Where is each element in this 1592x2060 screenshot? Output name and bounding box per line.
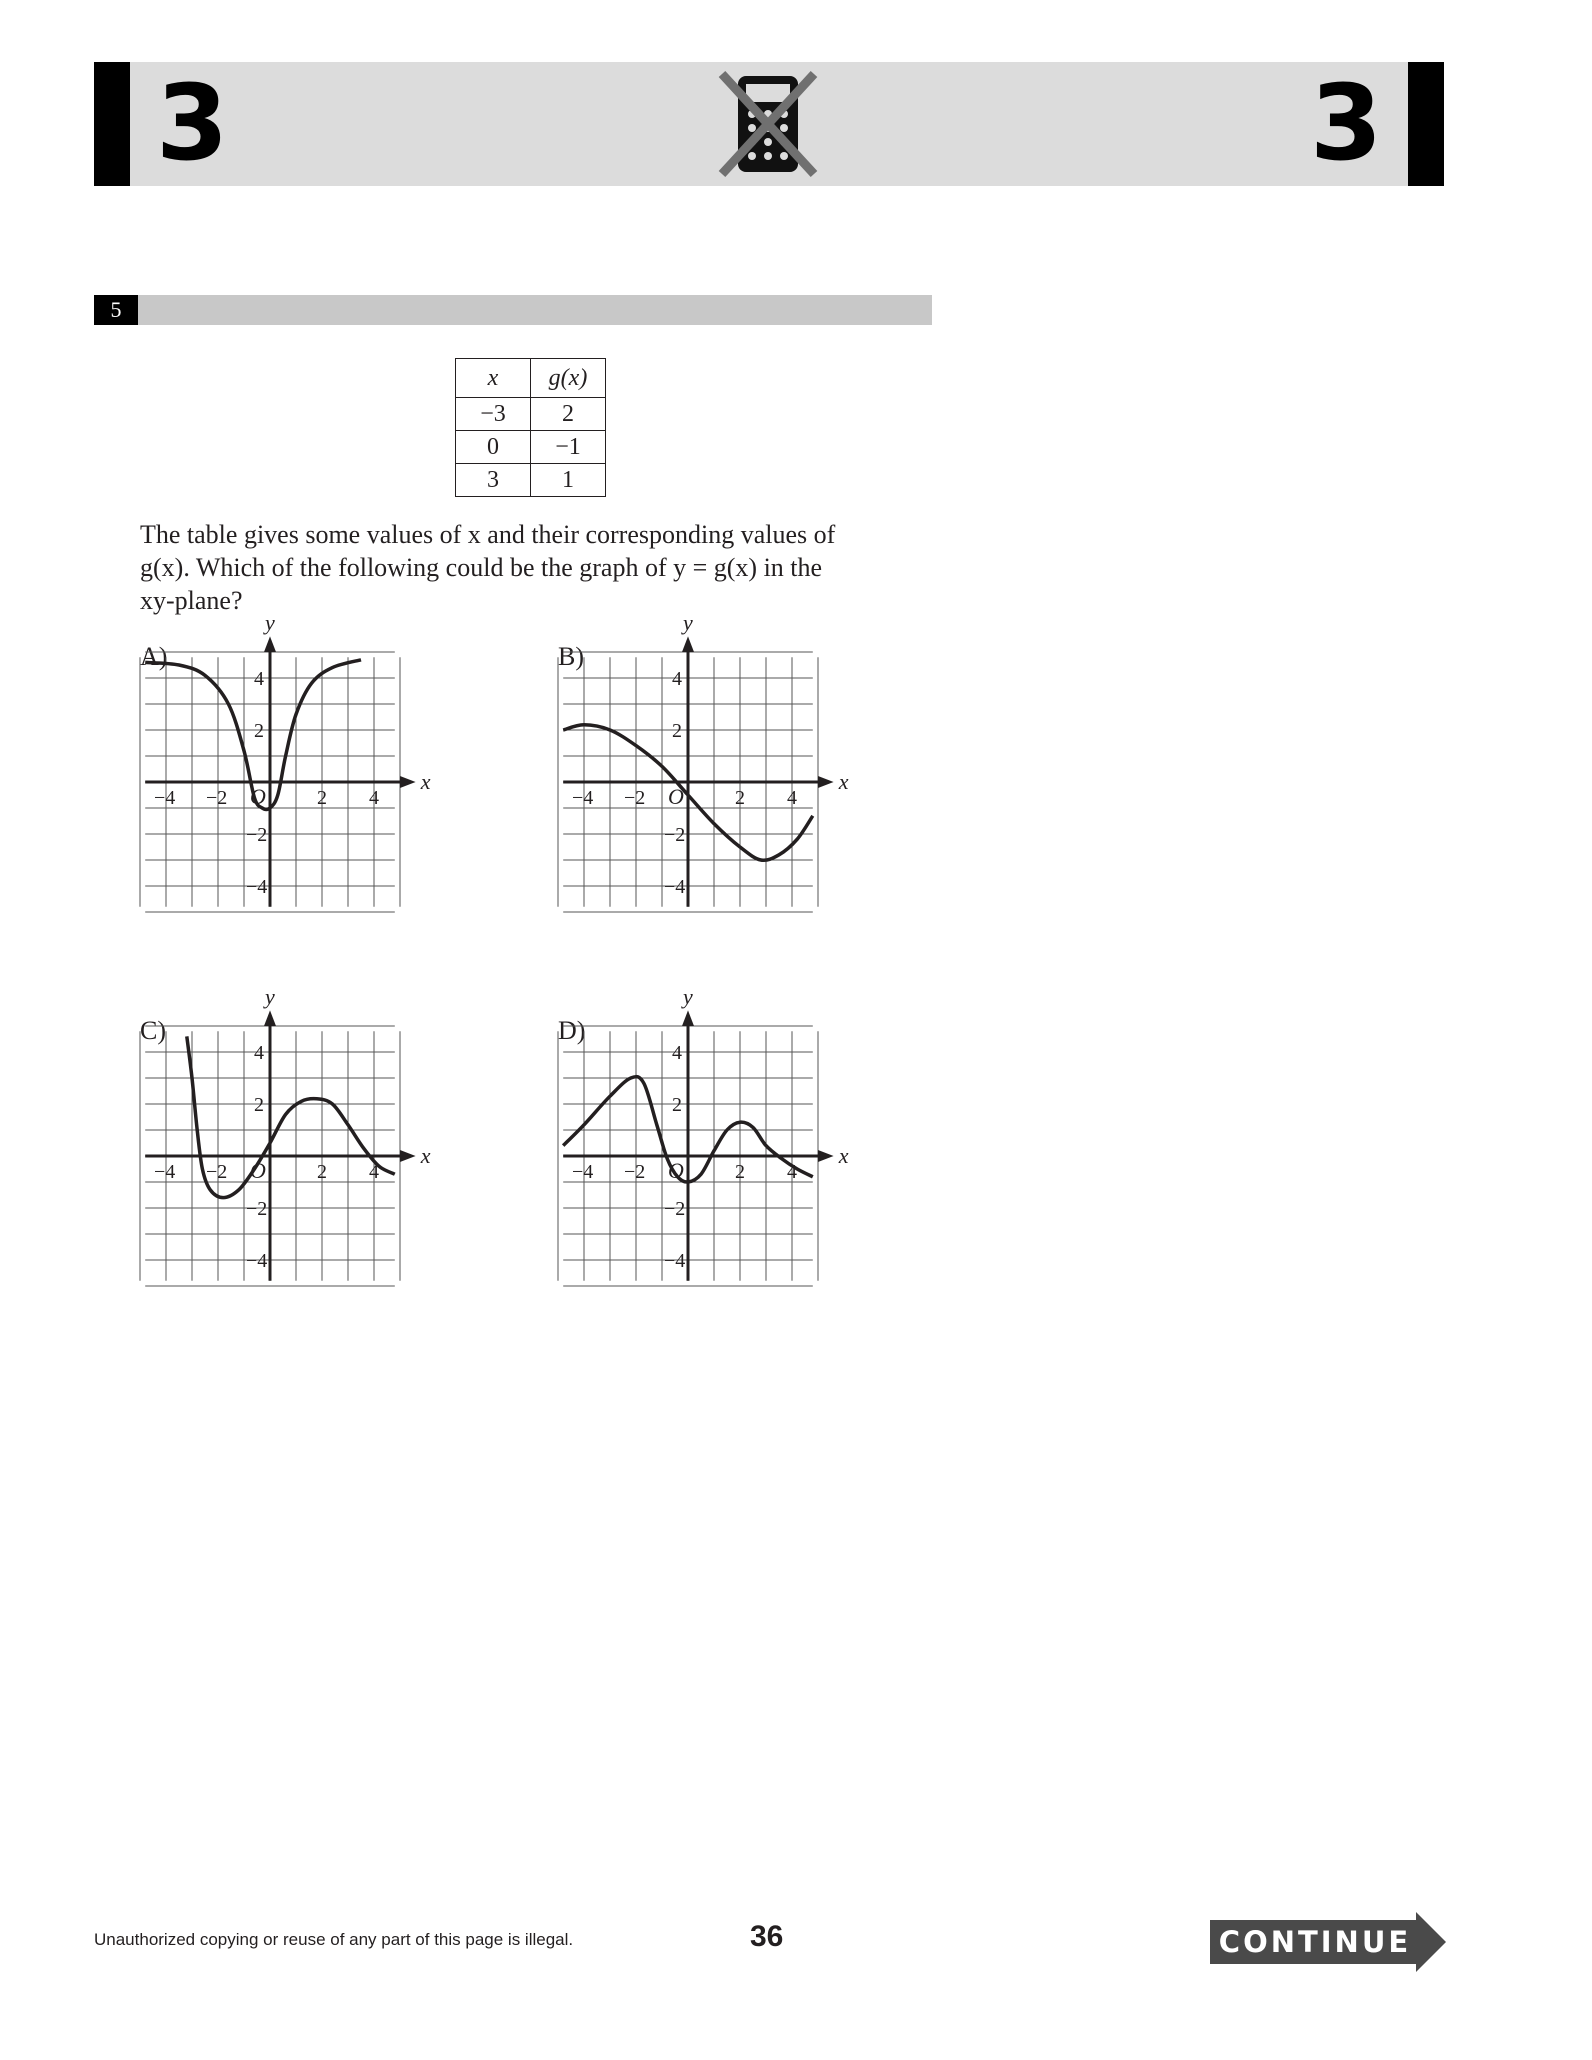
option-label-a[interactable]: A) <box>140 642 168 671</box>
x-tick-label: 4 <box>787 1161 797 1183</box>
option-graph-d[interactable] <box>572 983 928 1346</box>
x-tick-label: 2 <box>735 787 745 809</box>
x-axis-label: x <box>420 769 431 794</box>
y-tick-label: −2 <box>664 1198 686 1220</box>
table-cell: 2 <box>531 398 606 431</box>
y-tick-label: −4 <box>246 876 268 898</box>
x-axis-arrow-icon <box>400 776 416 788</box>
x-axis-arrow-icon <box>400 1150 416 1162</box>
y-axis-arrow-icon <box>264 636 276 652</box>
question-bar <box>94 295 932 325</box>
y-axis-label: y <box>265 609 275 635</box>
y-tick-label: −2 <box>664 824 686 846</box>
continue-button[interactable] <box>1210 1912 1446 1972</box>
x-axis-label: x <box>838 769 849 794</box>
y-tick-label: 4 <box>672 668 682 690</box>
page-number: 36 <box>750 1920 784 1953</box>
x-tick-label: −4 <box>572 1161 594 1183</box>
table-header-x: x <box>456 359 531 398</box>
prompt-line: xy-plane? <box>140 586 243 615</box>
section-number-left: 3 <box>156 62 229 184</box>
option-graph-a[interactable] <box>154 609 510 972</box>
table-cell: 1 <box>531 464 606 497</box>
table-header-gx: g(x) <box>531 359 606 398</box>
option-graph-c[interactable] <box>154 983 510 1346</box>
y-tick-label: −4 <box>664 876 686 898</box>
y-axis-label: y <box>683 983 693 1009</box>
table-cell: 3 <box>456 464 531 497</box>
coordinate-plane <box>572 983 928 1346</box>
x-tick-label: −2 <box>624 1161 646 1183</box>
coordinate-plane <box>154 983 510 1346</box>
x-tick-label: −4 <box>154 787 176 809</box>
question-prompt <box>140 518 900 617</box>
table-row <box>456 464 606 497</box>
prompt-line: The table gives some values of x and their corresponding values of <box>140 520 836 549</box>
table-cell: 0 <box>456 431 531 464</box>
origin-label: O <box>668 784 684 809</box>
y-tick-label: 2 <box>254 1094 264 1116</box>
origin-label: O <box>668 1158 684 1183</box>
x-tick-label: 4 <box>369 787 379 809</box>
x-tick-label: −4 <box>154 1161 176 1183</box>
origin-label: O <box>250 1158 266 1183</box>
section-number-right: 3 <box>1310 62 1383 184</box>
y-axis-arrow-icon <box>264 1010 276 1026</box>
y-axis-arrow-icon <box>682 1010 694 1026</box>
y-tick-label: 4 <box>672 1042 682 1064</box>
y-tick-label: −2 <box>246 1198 268 1220</box>
table-row <box>456 398 606 431</box>
table-cell: −3 <box>456 398 531 431</box>
x-tick-label: 4 <box>787 787 797 809</box>
header-left-bar <box>94 62 130 186</box>
x-axis-arrow-icon <box>818 1150 834 1162</box>
y-tick-label: 2 <box>672 1094 682 1116</box>
y-tick-label: 2 <box>672 720 682 742</box>
y-axis-label: y <box>683 609 693 635</box>
x-axis-arrow-icon <box>818 776 834 788</box>
coordinate-plane <box>572 609 928 972</box>
coordinate-plane <box>154 609 510 972</box>
table-row <box>456 431 606 464</box>
x-tick-label: −2 <box>206 787 228 809</box>
continue-label: CONTINUE <box>1218 1925 1412 1959</box>
option-graph-b[interactable] <box>572 609 928 972</box>
copyright-notice: Unauthorized copying or reuse of any part of this page is illegal. <box>94 1930 574 1949</box>
y-tick-label: −2 <box>246 824 268 846</box>
table-cell: −1 <box>531 431 606 464</box>
x-tick-label: −4 <box>572 787 594 809</box>
y-tick-label: 4 <box>254 1042 264 1064</box>
y-tick-label: −4 <box>246 1250 268 1272</box>
prompt-line: g(x). Which of the following could be the graph of y = g(x) in the <box>140 553 823 582</box>
question-number: 5 <box>94 295 138 325</box>
option-label-b[interactable]: B) <box>558 642 584 671</box>
values-table <box>455 358 606 497</box>
x-tick-label: −2 <box>624 787 646 809</box>
x-tick-label: 2 <box>735 1161 745 1183</box>
y-axis-arrow-icon <box>682 636 694 652</box>
x-axis-label: x <box>420 1143 431 1168</box>
x-tick-label: 2 <box>317 787 327 809</box>
x-tick-label: 4 <box>369 1161 379 1183</box>
y-tick-label: 2 <box>254 720 264 742</box>
y-axis-label: y <box>265 983 275 1009</box>
x-axis-label: x <box>838 1143 849 1168</box>
no-calculator-icon <box>712 68 824 180</box>
x-tick-label: 2 <box>317 1161 327 1183</box>
x-tick-label: −2 <box>206 1161 228 1183</box>
option-label-d[interactable]: D) <box>558 1016 586 1045</box>
y-tick-label: 4 <box>254 668 264 690</box>
header-right-bar <box>1408 62 1444 186</box>
y-tick-label: −4 <box>664 1250 686 1272</box>
option-label-c[interactable]: C) <box>140 1016 166 1045</box>
origin-label: O <box>250 784 266 809</box>
